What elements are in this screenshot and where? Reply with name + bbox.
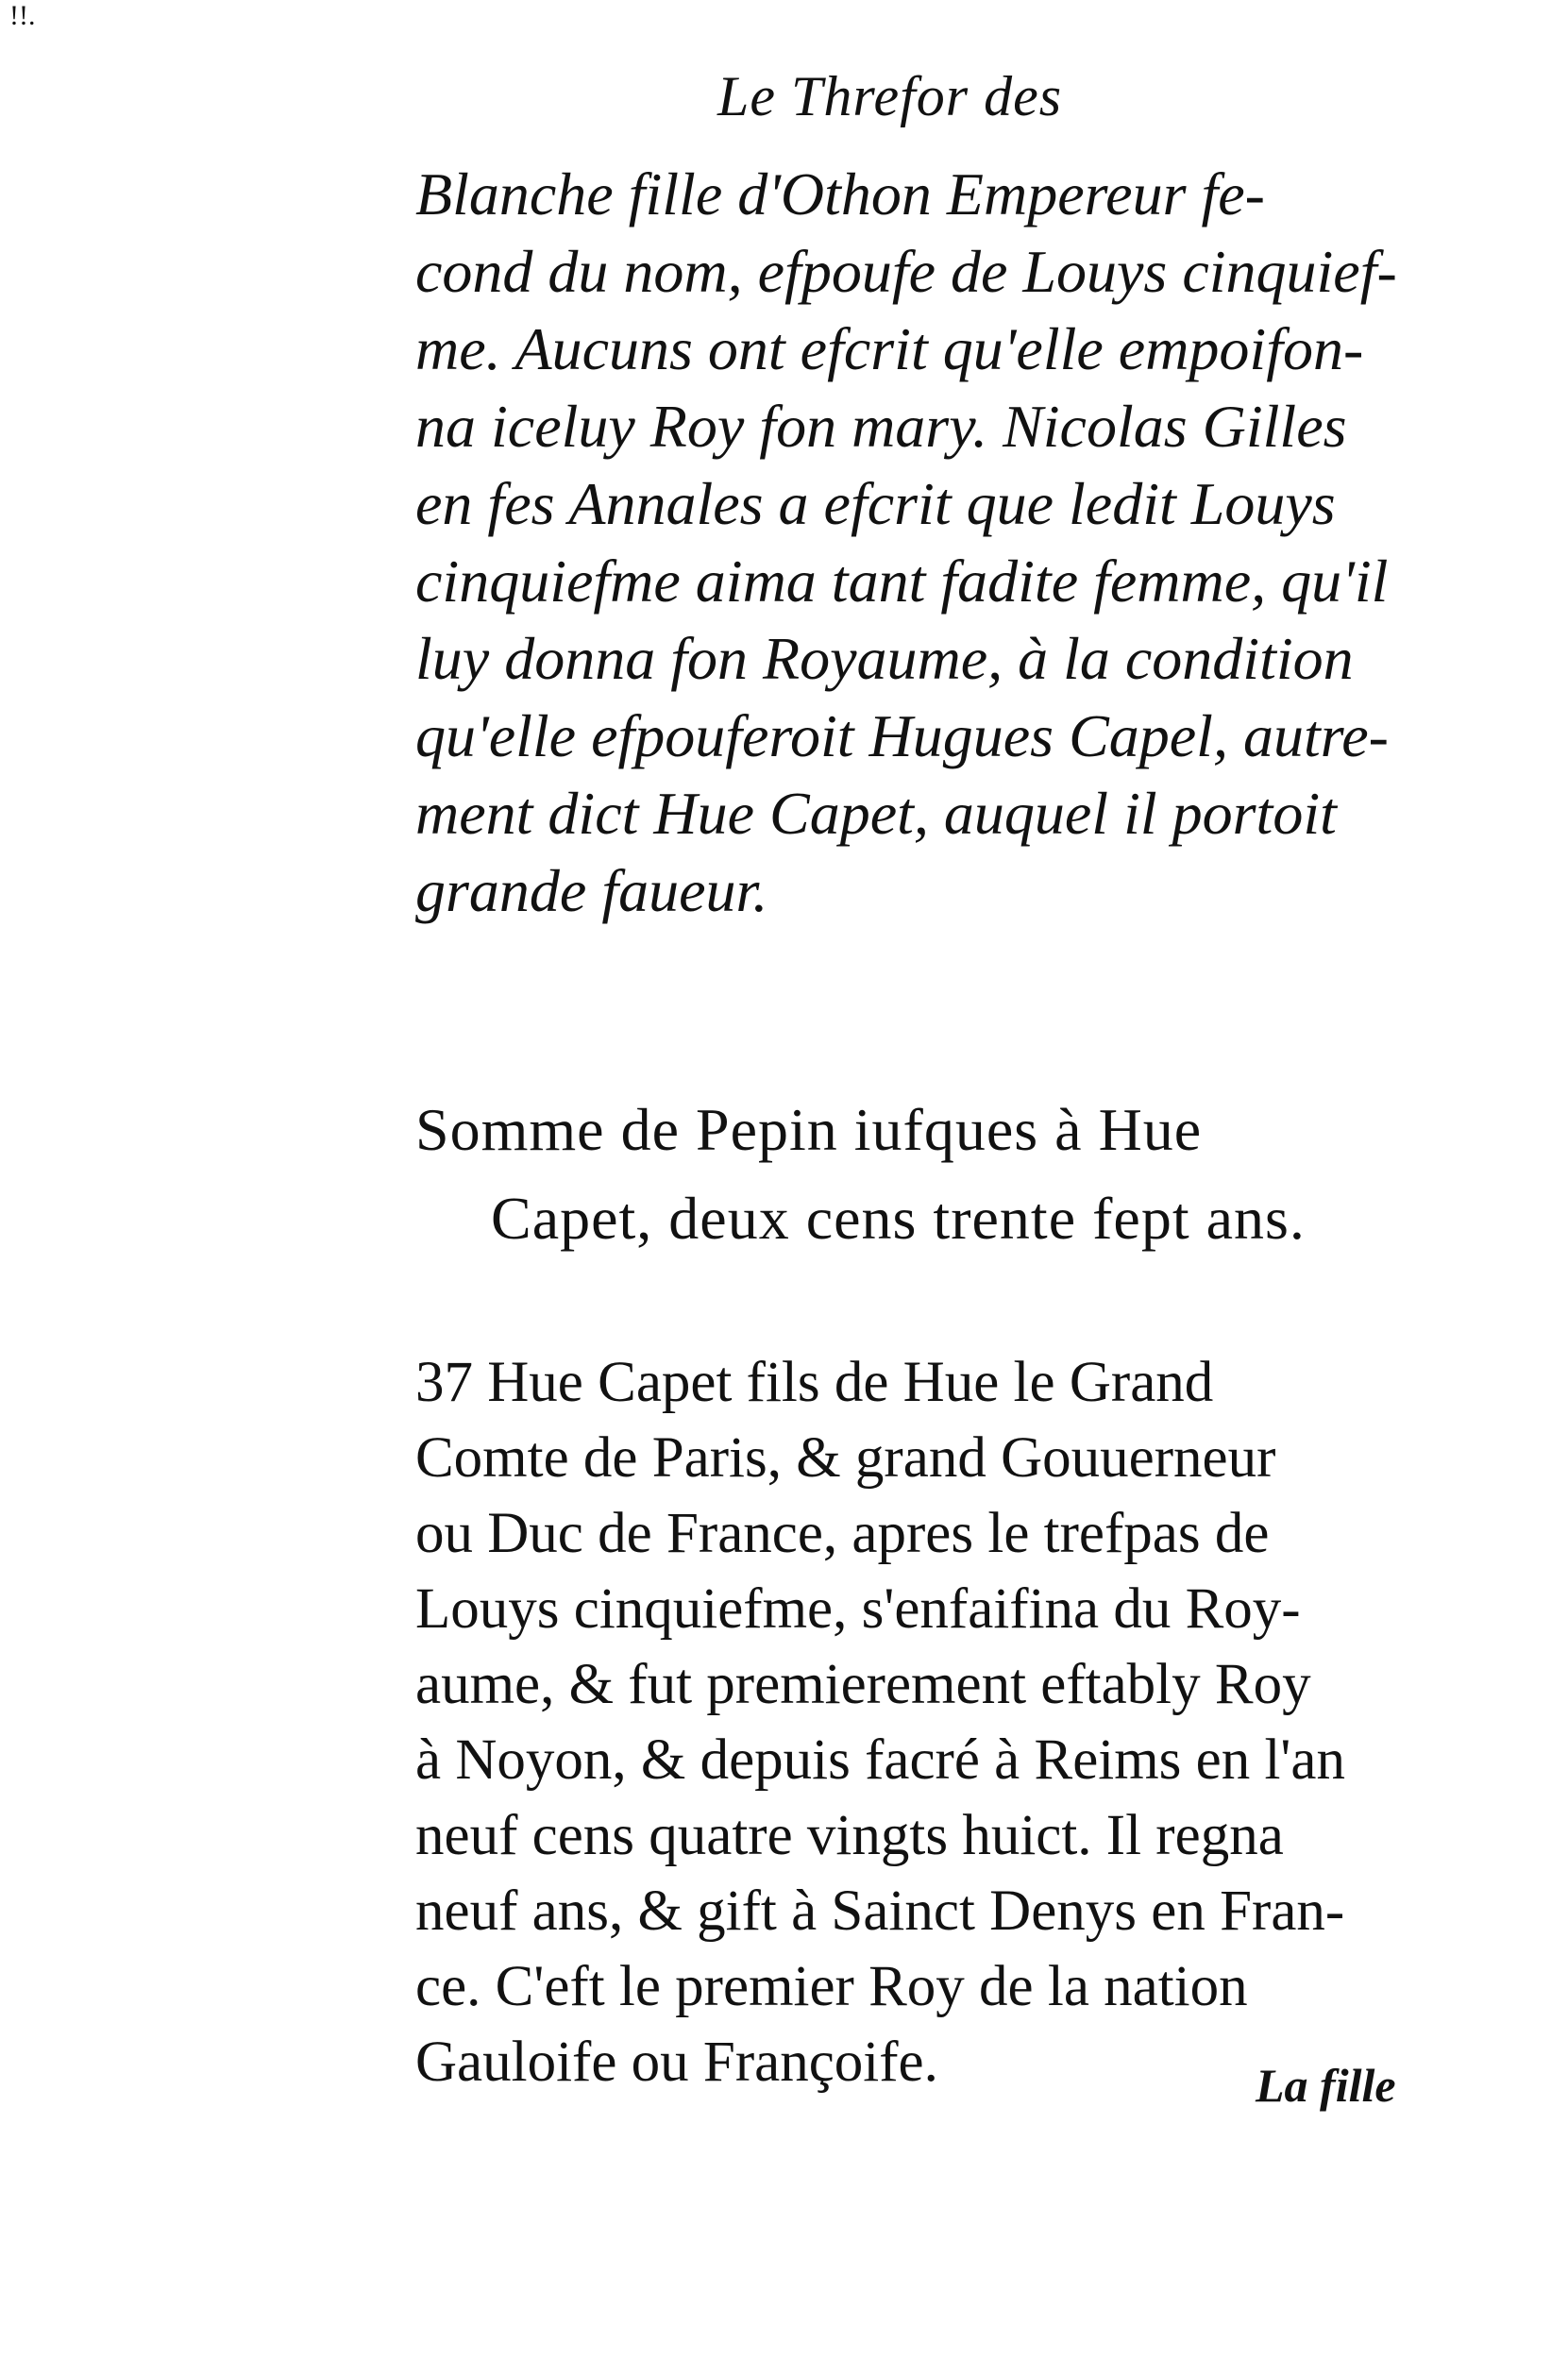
italic-line: qu'elle efpouferoit Hugues Capel, autre- [415, 702, 1389, 769]
roman-line: Gauloife ou Françoife. [415, 2031, 938, 2094]
italic-line: en fes Annales a efcrit que ledit Louys [415, 470, 1336, 537]
roman-line: aume, & fut premierement eftably Roy [415, 1653, 1311, 1716]
running-head: Le Threfor des [717, 65, 1063, 127]
summary-heading [415, 1086, 1435, 1263]
italic-line: me. Aucuns ont efcrit qu'elle empoifon- [415, 315, 1364, 382]
roman-line: ou Duc de France, apres le trefpas de [415, 1502, 1270, 1565]
italic-line: ment dict Hue Capet, auquel il portoit [415, 780, 1337, 847]
summary-line: Capet, deux cens trente fept ans. [491, 1185, 1306, 1252]
italic-line: cond du nom, efpoufe de Louys cinquief- [415, 238, 1397, 305]
italic-line: Blanche fille d'Othon Empereur fe- [415, 160, 1265, 228]
roman-line: à Noyon, & depuis facré à Reims en l'an [415, 1728, 1345, 1792]
italic-paragraph [415, 156, 1435, 930]
roman-line: Comte de Paris, & grand Gouuerneur [415, 1426, 1276, 1490]
roman-line: ce. C'eft le premier Roy de la nation [415, 1955, 1248, 2018]
roman-line: Louys cinquiefme, s'enfaifina du Roy- [415, 1577, 1301, 1641]
corner-mark: !!. [9, 0, 36, 31]
roman-paragraph [415, 1345, 1435, 2100]
roman-line: neuf ans, & gift à Sainct Denys en Fran- [415, 1880, 1345, 1943]
italic-line: cinquiefme aima tant fadite femme, qu'il [415, 548, 1389, 615]
italic-line: grande faueur. [415, 857, 768, 924]
roman-line: 37 Hue Capet fils de Hue le Grand [415, 1351, 1214, 1414]
summary-line: Somme de Pepin iufques à Hue [415, 1096, 1203, 1163]
italic-line: na iceluy Roy fon mary. Nicolas Gilles [415, 393, 1347, 460]
italic-line: luy donna fon Royaume, à la condition [415, 625, 1354, 692]
roman-line: neuf cens quatre vingts huict. Il regna [415, 1804, 1284, 1867]
catchword: La fille [1256, 2059, 1396, 2112]
